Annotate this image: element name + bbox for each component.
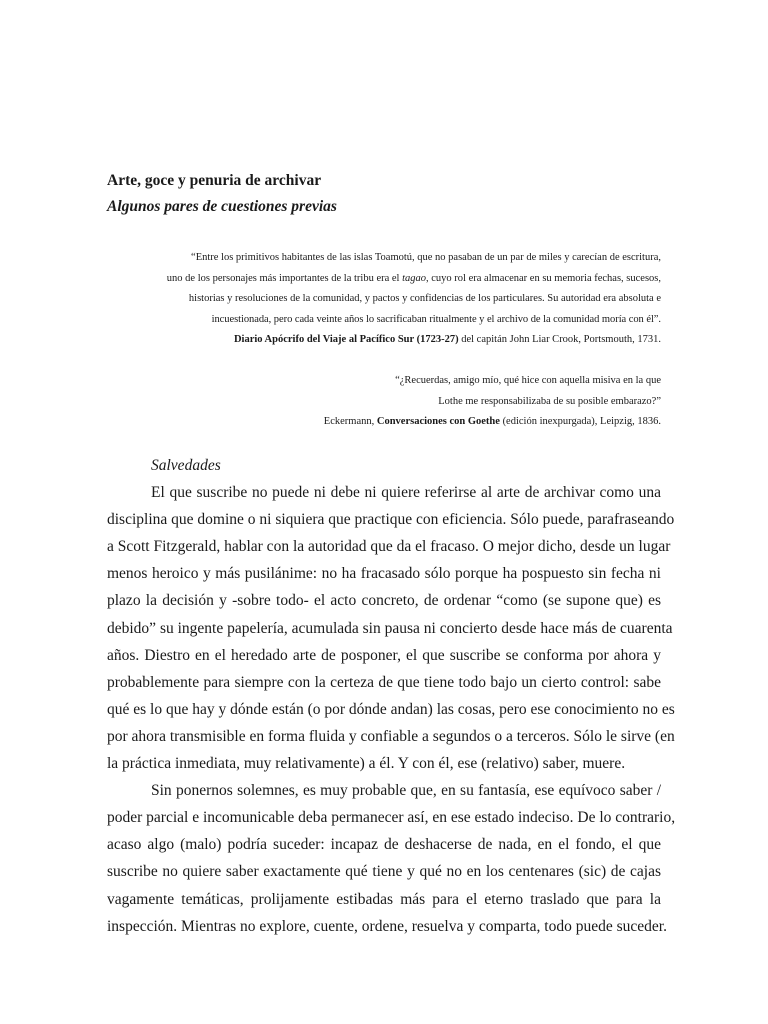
body-line: vagamente temáticas, prolijamente estibadas más para el eterno traslado que para la <box>107 890 661 908</box>
body-line: El que suscribe no puede ni debe ni quiere referirse al arte de archivar como una <box>151 484 661 502</box>
body-line: a Scott Fitzgerald, hablar con la autoridad que da el fracaso. O mejor dicho, desde un lugar <box>107 538 671 556</box>
epigraph-2-line: Lothe me responsabilizaba de su posible embarazo?” <box>438 395 661 407</box>
body-line: disciplina que domine o ni siquiera que practique con eficiencia. Sólo puede, parafraseando <box>107 511 675 529</box>
epigraph-2-line: “¿Recuerdas, amigo mío, qué hice con aquella misiva en la que <box>395 375 661 386</box>
section-heading: Salvedades <box>151 457 221 474</box>
document-subtitle: Algunos pares de cuestiones previas <box>107 198 337 215</box>
epigraph-2-source-text: (edición inexpurgada), Leipzig, 1836. <box>499 416 661 427</box>
body-line: por ahora transmisible en forma fluida y confiable a segundos o a terceros. Sólo le sirve (en <box>107 727 675 745</box>
epigraph-2-source-title: Conversaciones con Goethe <box>376 416 500 427</box>
body-line: qué es lo que hay y dónde están (o por dónde andan) las cosas, pero ese conocimiento no es <box>107 700 675 718</box>
epigraph-1-line <box>101 269 661 290</box>
epigraph-1-text: uno de los personajes más importantes de la tribu era el <box>166 272 403 284</box>
body-line: suscribe no quiere saber exactamente qué tiene y qué no en los centenares (sic) de cajas <box>107 863 661 881</box>
epigraph-1-line: incuestionada, pero cada veinte años lo sacrificaban ritualmente y el archivo de la comunidad moría con él”. <box>211 313 661 325</box>
body-line: debido” su ingente papelería, acumulada sin pausa ni concierto desde hace más de cuarenta <box>107 619 673 637</box>
epigraph-1-text: , cuyo rol era almacenar en su memoria fechas, sucesos, <box>426 272 661 284</box>
epigraph-1-line: historias y resoluciones de la comunidad, y pactos y confidencias de los particulares. Su autoridad era absoluta e <box>188 293 661 304</box>
body-line: la práctica inmediata, muy relativamente) a él. Y con él, ese (relativo) saber, muere. <box>107 755 626 773</box>
body-line: inspección. Mientras no explore, cuente, ordene, resuelva y comparta, todo puede suceder. <box>107 917 667 935</box>
epigraph-1-line: “Entre los primitivos habitantes de las islas Toamotú, que no pasaban de un par de miles y carecían de escritura, <box>191 252 661 263</box>
epigraph-2 <box>101 371 661 433</box>
epigraph-2-source-author: Eckermann, <box>323 416 377 427</box>
epigraph-1-source <box>101 330 661 351</box>
body-text <box>107 452 676 940</box>
epigraph-1-italic-term: tagao <box>402 272 427 284</box>
body-line: poder parcial e incomunicable deba permanecer así, en ese estado indeciso. De lo contrario, <box>107 809 676 827</box>
body-line: plazo la decisión y -sobre todo- el acto concreto, de ordenar “como (se supone que) es <box>107 592 661 610</box>
body-line: probablemente para siempre con la certeza de que tiene todo bajo un cierto control: sabe <box>107 673 661 691</box>
body-line: Sin ponernos solemnes, es muy probable que, en su fantasía, ese equívoco saber / <box>151 782 661 800</box>
document-title: Arte, goce y penuria de archivar <box>107 172 322 189</box>
body-line: acaso algo (malo) podría suceder: incapaz de deshacerse de nada, en el fondo, el que <box>107 836 661 854</box>
body-line: menos heroico y más pusilánime: no ha fracasado sólo porque ha pospuesto sin fecha ni <box>107 565 661 583</box>
body-line: años. Diestro en el heredado arte de posponer, el que suscribe se conforma por ahora y <box>107 646 661 664</box>
epigraph-1-source-title: Diario Apócrifo del Viaje al Pacífico Sur (1723-27) <box>233 334 459 345</box>
epigraph-1 <box>101 248 661 351</box>
epigraph-1-source-text: del capitán John Liar Crook, Portsmouth, 1731. <box>458 334 661 345</box>
epigraph-2-source <box>101 412 661 433</box>
